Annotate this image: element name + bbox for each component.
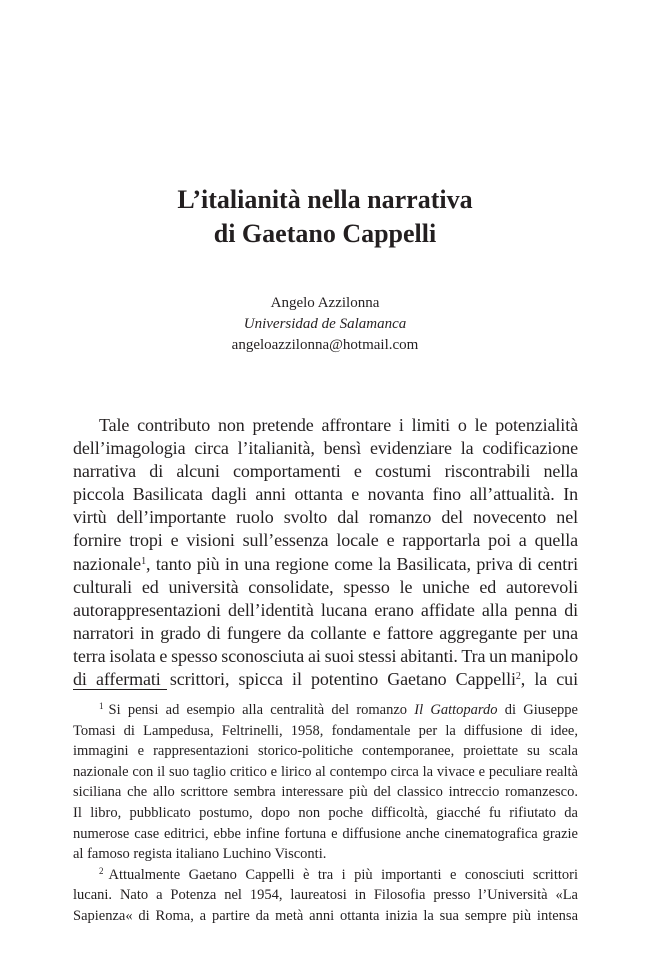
footnote-1-number: 1	[99, 701, 104, 711]
author-email: angeloazzilonna@hotmail.com	[231, 337, 419, 353]
footnote-1-line: Il libro, pubblicato postumo, dopo non poche difficoltà, giacché fu rifiutato da	[73, 804, 578, 821]
body-line: narratori in grado di fungere da collante e fattore aggregante per una	[73, 622, 578, 643]
footnotes	[73, 700, 578, 927]
author-affiliation: Universidad de Salamanca	[243, 316, 407, 332]
body-line: fornire tropi e visioni sull’essenza locale e rapportarla poi a quella	[73, 530, 578, 551]
body-line: terra isolata e spesso sconosciuta ai suoi stessi abitanti. Tra un manipolo	[73, 645, 578, 666]
body-line: autorappresentazioni dell’identità lucana erano affidate alla penna di	[73, 599, 578, 620]
book-title: Il Gattopardo	[414, 702, 498, 718]
title-line-2: di Gaetano Cappelli	[213, 219, 437, 248]
footnote-1-line: nazionale con il suo taglio critico e lirico al contempo circa la vivace e peculiare realtà	[73, 763, 578, 780]
footnote-text-run: Si pensi ad esempio alla centralità del romanzo	[108, 702, 415, 718]
body-text-run: , la cui	[520, 669, 578, 690]
body-line	[73, 553, 578, 576]
body-text-run: , tanto più in una regione come la Basilicata, priva di centri	[145, 553, 578, 574]
footnote-2-number: 2	[99, 865, 104, 876]
body-line	[73, 668, 578, 691]
footnote-1-line: immagini e rappresentazioni storico-politiche contemporanee, proiettate su scala	[73, 743, 578, 760]
footnote-text-run: Attualmente Gaetano Cappelli è tra i più importanti e conosciuti scrittori	[108, 866, 578, 883]
author-name: Angelo Azzilonna	[270, 295, 380, 311]
footnote-1-line: Tomasi di Lampedusa, Feltrinelli, 1958, fondamentale per la diffusione di idee,	[73, 722, 578, 739]
footnote-ref-1[interactable]: 1	[141, 555, 146, 567]
body-line: narrativa di alcuni comportamenti e costumi riscontrabili nella	[73, 461, 578, 482]
body-paragraph	[73, 414, 578, 691]
body-line: virtù dell’importante ruolo svolto dal romanzo del novecento nel	[73, 507, 578, 528]
footnote-1-line: al famoso regista italiano Luchino Visconti.	[73, 846, 327, 863]
footnote-1-line	[73, 700, 578, 721]
body-text-run: nazionale	[73, 553, 142, 574]
article-title	[0, 183, 650, 251]
footnote-ref-2[interactable]: 2	[515, 671, 521, 683]
body-line: Tale contributo non pretende affrontare i limiti o le potenzialità	[99, 415, 578, 435]
footnote-1-line: numerose case editrici, ebbe infine fortuna e diffusione anche cinematografica grazie	[73, 825, 578, 842]
footnote-2-line: lucani. Nato a Potenza nel 1954, laureatosi in Filosofia presso l’Università «La	[73, 887, 578, 904]
footnote-2-line	[73, 865, 578, 886]
footnote-text-run: di Giuseppe	[497, 702, 578, 718]
body-line: culturali ed università consolidate, spesso le uniche ed autorevoli	[73, 576, 578, 597]
body-line: piccola Basilicata dagli anni ottanta e novanta fino all’attualità. In	[73, 484, 578, 505]
footnote-divider	[73, 689, 167, 690]
footnote-2-line: Sapienza« di Roma, a partire da metà anni ottanta inizia la sua sempre più intensa	[73, 907, 578, 924]
body-line: dell’imagologia circa l’italianità, bensì evidenziare la codificazione	[73, 438, 578, 459]
body-text-run: di affermati scrittori, spicca il potentino Gaetano Cappelli	[73, 669, 516, 690]
author-block	[0, 293, 650, 356]
footnote-1-line: siciliana che allo scrittore sembra interessare più del classico intreccio romanzesco.	[73, 784, 578, 801]
title-line-1: L’italianità nella narrativa	[177, 185, 473, 214]
